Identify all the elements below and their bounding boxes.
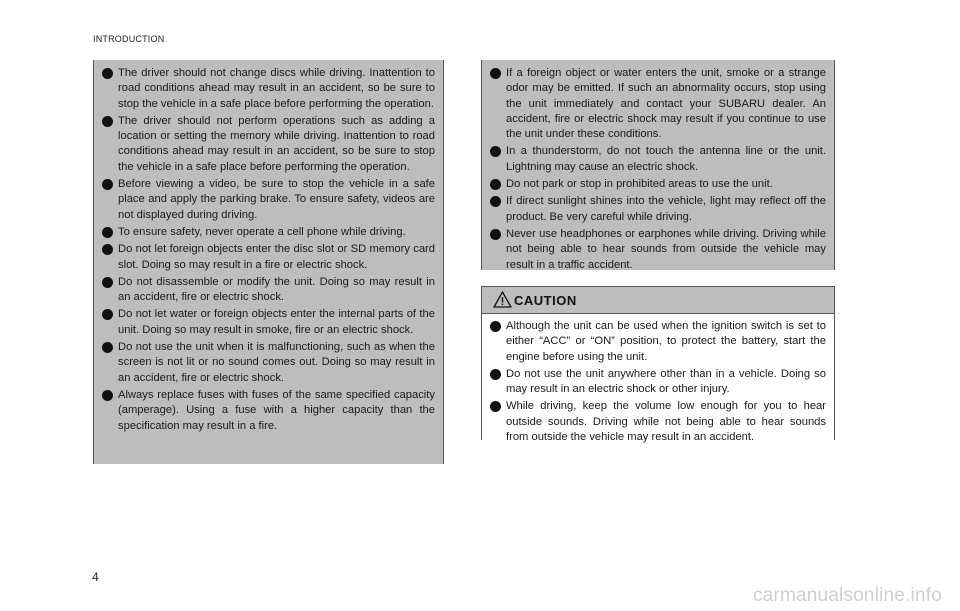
list-item	[490, 194, 826, 225]
bullet-icon	[490, 196, 501, 207]
bullet-icon	[102, 342, 113, 353]
list-item-text: Although the unit can be used when the ignition switch is set to either “ACC” or “ON” position, to protect the battery, start the engine before using the unit.	[506, 320, 826, 363]
bullet-icon	[490, 146, 501, 157]
list-item	[102, 177, 435, 223]
list-item-text: While driving, keep the volume low enough for you to hear outside sounds. Driving while not being able to hear sounds from outside the vehicle may result in an accident.	[506, 400, 826, 444]
list-item-text: To ensure safety, never operate a cell phone while driving.	[118, 225, 406, 238]
list-item	[490, 399, 826, 445]
bullet-icon	[490, 321, 501, 332]
list-item-text: If direct sunlight shines into the vehicle, light may reflect off the product. Be very careful while driving.	[506, 195, 826, 223]
bullet-icon	[102, 116, 113, 127]
list-item	[102, 388, 435, 434]
watermark-text: carmanualsonline.info	[752, 585, 942, 606]
list-item-text: Never use headphones or earphones while driving. Driving while not being able to hear sounds from outside the vehicle may result in a traffic accident.	[506, 227, 826, 271]
caution-header	[482, 287, 834, 314]
bullet-icon	[490, 401, 501, 412]
list-item	[490, 144, 826, 175]
list-item	[102, 66, 435, 112]
warning-box-right	[481, 60, 835, 270]
list-item-text: Do not use the unit when it is malfunctioning, such as when the screen is not lit or no sound comes out. Doing so may result in an accident, fire or electric shock.	[118, 341, 435, 384]
list-item	[102, 307, 435, 338]
list-item-text: Always replace fuses with fuses of the same specified capacity (amperage). Using a fuse with a higher capacity than the specification may result in a fire.	[118, 388, 435, 432]
bullet-icon	[490, 369, 501, 380]
list-item-text: Before viewing a video, be sure to stop the vehicle in a safe place and apply the parking brake. To ensure safety, videos are not displayed during driving.	[118, 178, 435, 221]
bullet-icon	[102, 244, 113, 255]
list-item	[102, 114, 435, 175]
list-item	[490, 66, 826, 142]
list-item-text: Do not let water or foreign objects enter the internal parts of the unit. Doing so may result in smoke, fire or an electric shock.	[118, 308, 435, 336]
bullet-icon	[490, 229, 501, 240]
list-item-text: If a foreign object or water enters the unit, smoke or a strange odor may be emitted. If such an abnormality occurs, stop using the unit immediately and contact your SUBARU dealer. An accident, fire or electric shock may result if you continue to use the unit under these conditions.	[506, 67, 826, 141]
list-item-text: Do not disassemble or modify the unit. Doing so may result in an accident, fire or electric shock.	[118, 275, 435, 304]
bullet-icon	[102, 179, 113, 190]
list-item-text: In a thunderstorm, do not touch the antenna line or the unit. Lightning may cause an electric shock.	[506, 145, 826, 173]
list-item	[102, 242, 435, 273]
list-item-text: The driver should not perform operations such as adding a location or setting the memory while driving. Inattention to road conditions ahead may result in an accident, so be sure to stop the vehicle in a safe place before performing the operation.	[118, 114, 435, 173]
section-header: INTRODUCTION	[93, 34, 165, 44]
bullet-icon	[102, 277, 113, 288]
bullet-icon	[490, 179, 501, 190]
list-item	[102, 275, 435, 306]
warning-triangle-icon	[493, 291, 512, 308]
list-item	[490, 319, 826, 365]
list-item-text: Do not park or stop in prohibited areas to use the unit.	[506, 178, 773, 191]
warning-box-left	[93, 60, 444, 464]
bullet-icon	[490, 68, 501, 79]
list-item	[490, 367, 826, 398]
list-item-text: Do not use the unit anywhere other than in a vehicle. Doing so may result in an electric shock or other injury.	[506, 367, 826, 396]
bullet-icon	[102, 390, 113, 401]
bullet-icon	[102, 227, 113, 238]
list-item	[102, 340, 435, 386]
list-item-text: The driver should not change discs while driving. Inattention to road conditions ahead may result in an accident, so be sure to stop the vehicle in a safe place before performing the operation.	[118, 67, 435, 110]
list-item	[102, 225, 435, 240]
caution-body	[482, 314, 834, 445]
page-number: 4	[92, 570, 99, 584]
caution-box	[481, 286, 835, 444]
caution-title: CAUTION	[514, 293, 577, 308]
list-item	[490, 177, 826, 192]
list-item-text: Do not let foreign objects enter the disc slot or SD memory card slot. Doing so may result in a fire or electric shock.	[118, 243, 435, 271]
bullet-icon	[102, 68, 113, 79]
bullet-icon	[102, 309, 113, 320]
list-item	[490, 227, 826, 273]
